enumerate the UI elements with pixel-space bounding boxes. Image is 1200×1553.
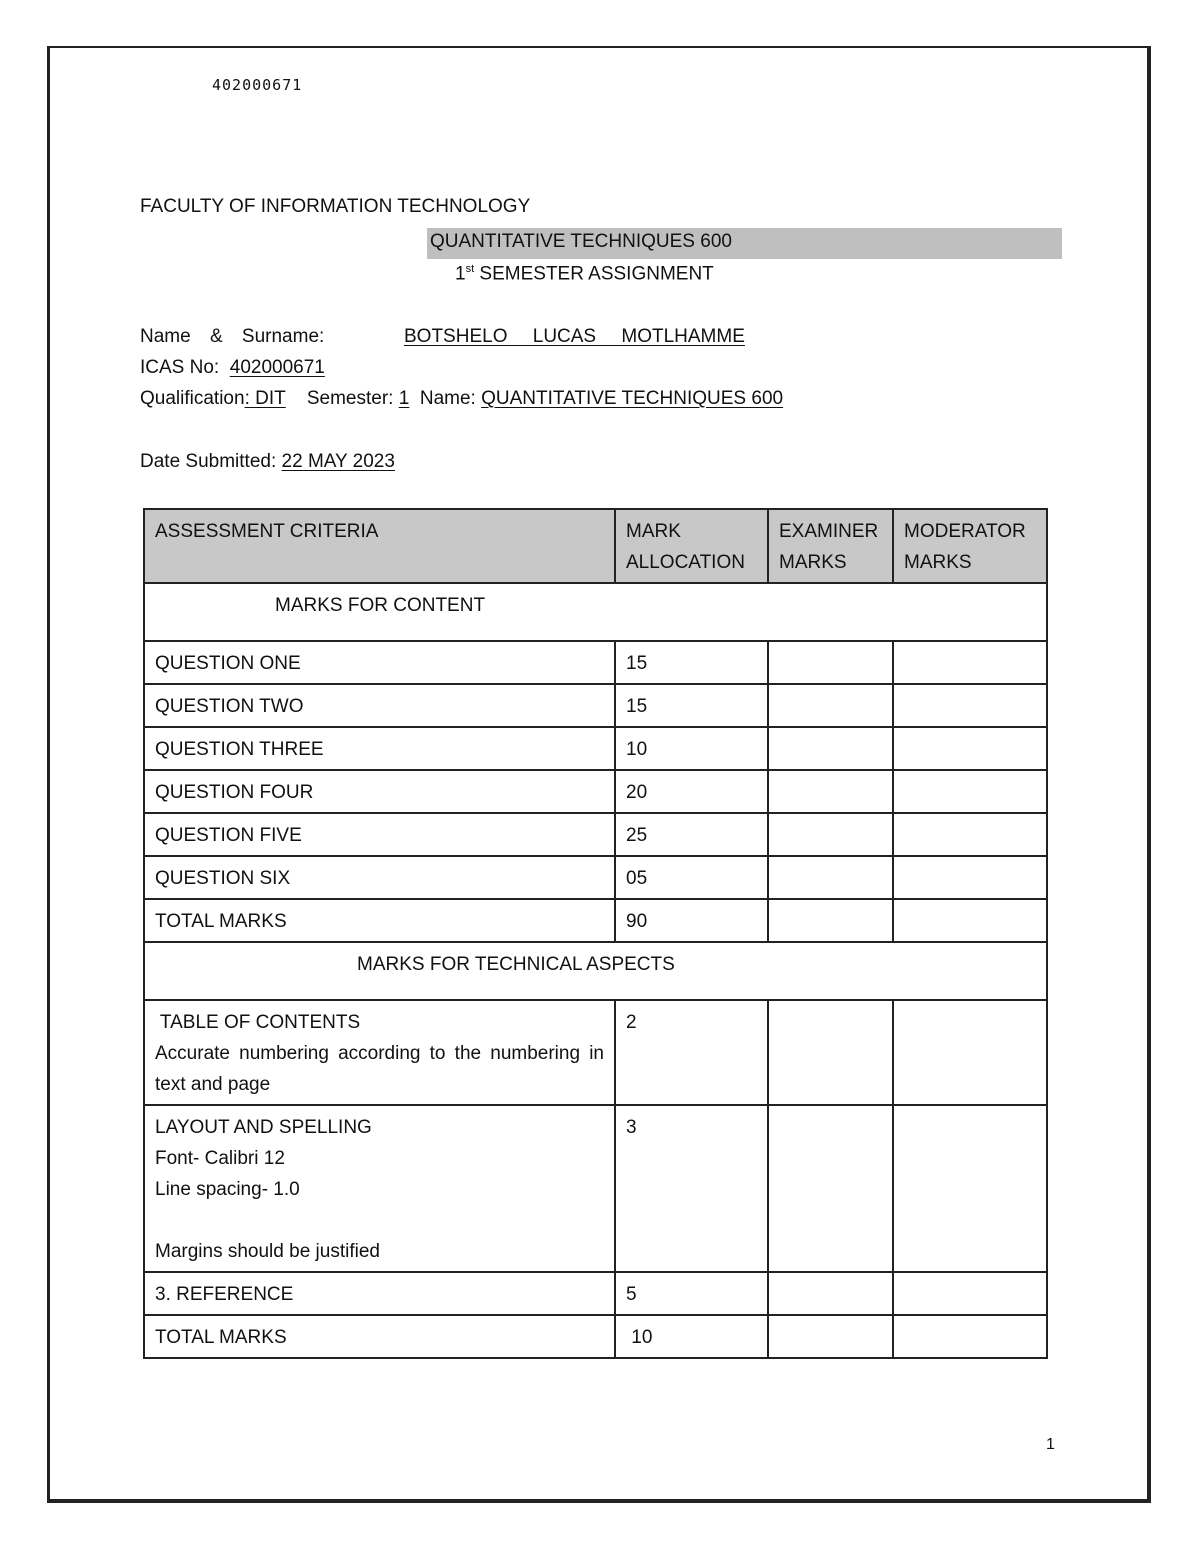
moderator-mark-cell[interactable] bbox=[893, 856, 1047, 899]
examiner-mark-cell[interactable] bbox=[768, 641, 893, 684]
moderator-mark-cell[interactable] bbox=[893, 899, 1047, 942]
course-name-value: QUANTITATIVE TECHNIQUES 600 bbox=[481, 388, 784, 409]
examiner-mark-cell[interactable] bbox=[768, 856, 893, 899]
header-examiner-marks: EXAMINER MARKS bbox=[768, 509, 893, 583]
table-row: QUESTION SIX 05 bbox=[144, 856, 1047, 899]
qualification-line: Qualification: DIT Semester: 1 Name: QUANTITATIVE TECHNIQUES 600 bbox=[140, 388, 784, 409]
name-value: BOTSHELO LUCAS MOTLHAMME bbox=[404, 326, 745, 347]
moderator-mark-cell[interactable] bbox=[893, 813, 1047, 856]
faculty-title: FACULTY OF INFORMATION TECHNOLOGY bbox=[140, 196, 531, 217]
icas-value: 402000671 bbox=[229, 357, 325, 378]
table-row: QUESTION TWO 15 bbox=[144, 684, 1047, 727]
header-student-id: 402000671 bbox=[212, 76, 303, 94]
table-row: QUESTION THREE 10 bbox=[144, 727, 1047, 770]
icas-line: ICAS No: 402000671 bbox=[140, 357, 325, 378]
examiner-mark-cell[interactable] bbox=[768, 1272, 893, 1315]
table-row: QUESTION FIVE 25 bbox=[144, 813, 1047, 856]
examiner-mark-cell[interactable] bbox=[768, 684, 893, 727]
examiner-mark-cell[interactable] bbox=[768, 1105, 893, 1272]
table-row: QUESTION FOUR 20 bbox=[144, 770, 1047, 813]
section-row-content bbox=[144, 583, 1047, 641]
table-row-reference: 3. REFERENCE 5 bbox=[144, 1272, 1047, 1315]
date-line: Date Submitted: 22 MAY 2023 bbox=[140, 451, 395, 472]
moderator-mark-cell[interactable] bbox=[893, 1315, 1047, 1358]
date-value: 22 MAY 2023 bbox=[281, 451, 395, 472]
examiner-mark-cell[interactable] bbox=[768, 770, 893, 813]
table-row-total-content: TOTAL MARKS 90 bbox=[144, 899, 1047, 942]
section-content-label: MARKS FOR CONTENT bbox=[144, 583, 1047, 641]
moderator-mark-cell[interactable] bbox=[893, 770, 1047, 813]
moderator-mark-cell[interactable] bbox=[893, 641, 1047, 684]
examiner-mark-cell[interactable] bbox=[768, 813, 893, 856]
table-header-row bbox=[144, 509, 1047, 583]
assessment-table bbox=[143, 508, 1048, 1359]
moderator-mark-cell[interactable] bbox=[893, 727, 1047, 770]
moderator-mark-cell[interactable] bbox=[893, 1105, 1047, 1272]
examiner-mark-cell[interactable] bbox=[768, 1000, 893, 1105]
name-label: Name & Surname: bbox=[140, 326, 325, 347]
table-row-total-technical: TOTAL MARKS 10 bbox=[144, 1315, 1047, 1358]
header-criteria: ASSESSMENT CRITERIA bbox=[144, 509, 615, 583]
header-moderator-marks: MODERATOR MARKS bbox=[893, 509, 1047, 583]
table-row-toc: TABLE OF CONTENTS Accurate numbering according to the numbering in text and page 2 bbox=[144, 1000, 1047, 1105]
table-row: QUESTION ONE 15 bbox=[144, 641, 1047, 684]
moderator-mark-cell[interactable] bbox=[893, 1000, 1047, 1105]
semester-value: 1 bbox=[398, 388, 410, 409]
moderator-mark-cell[interactable] bbox=[893, 1272, 1047, 1315]
examiner-mark-cell[interactable] bbox=[768, 727, 893, 770]
section-row-technical bbox=[144, 942, 1047, 1000]
table-row-layout: LAYOUT AND SPELLING Font- Calibri 12 Line spacing- 1.0 Margins should be justified 3 bbox=[144, 1105, 1047, 1272]
course-title: QUANTITATIVE TECHNIQUES 600 bbox=[430, 231, 732, 252]
header-mark-allocation: MARK ALLOCATION bbox=[615, 509, 768, 583]
section-technical-label: MARKS FOR TECHNICAL ASPECTS bbox=[144, 942, 1047, 1000]
examiner-mark-cell[interactable] bbox=[768, 899, 893, 942]
examiner-mark-cell[interactable] bbox=[768, 1315, 893, 1358]
assignment-title: 1st SEMESTER ASSIGNMENT bbox=[455, 263, 714, 285]
moderator-mark-cell[interactable] bbox=[893, 684, 1047, 727]
page-number: 1 bbox=[1046, 1436, 1055, 1453]
qualification-value: : DIT bbox=[244, 388, 286, 409]
